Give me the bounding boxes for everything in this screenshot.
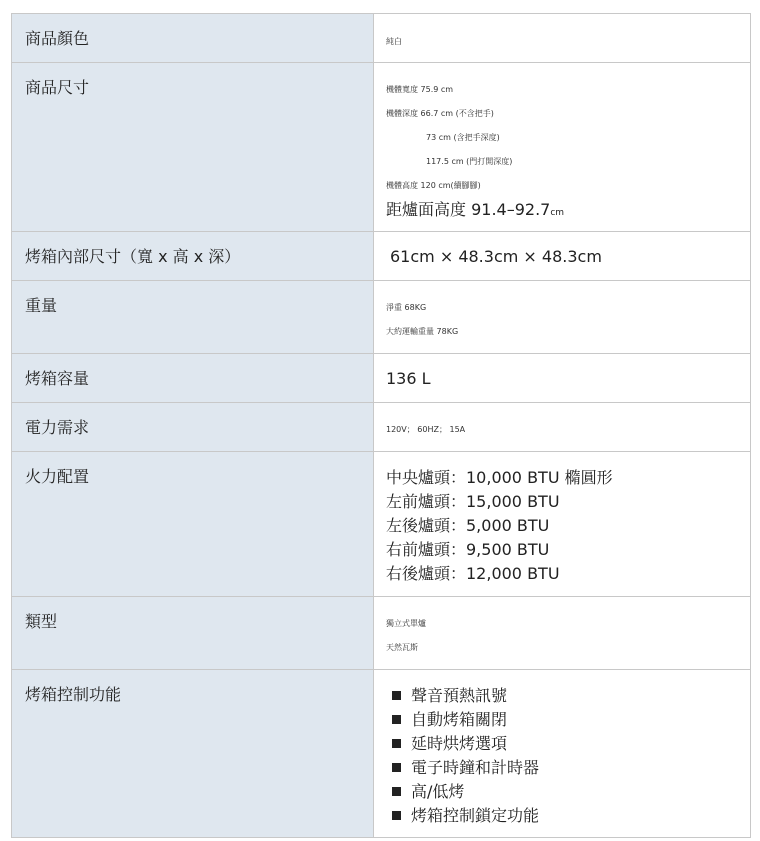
power-value: 120V； 60HZ； 15A: [386, 425, 466, 434]
size-depth-with-handle: 73 cm (含把手深度): [426, 133, 500, 142]
square-bullet-icon: [392, 787, 401, 796]
table-row: [12, 670, 751, 838]
table-row: [12, 597, 751, 670]
row-label-cell: [12, 597, 374, 670]
table-row: [12, 354, 751, 403]
burner-center: 中央爐頭：10,000 BTU 橢圓形: [386, 468, 613, 487]
row-label-cell: [12, 452, 374, 597]
type-gas: 天然瓦斯: [386, 643, 418, 652]
list-item: [386, 684, 750, 708]
capacity-value: 136 L: [386, 369, 431, 388]
row-label-cell: [12, 670, 374, 838]
row-label-cell: [12, 281, 374, 354]
spec-table: [11, 13, 751, 838]
row-value-cell: [374, 670, 751, 838]
color-value: 純白: [386, 37, 402, 46]
row-value-cell: [374, 14, 751, 63]
row-label: 重量: [25, 296, 58, 315]
list-item: [386, 732, 750, 756]
size-depth: 機體深度 66.7 cm (不含把手): [386, 109, 494, 118]
list-item-label: 延時烘烤選項: [411, 734, 508, 753]
row-value-cell: [374, 403, 751, 452]
table-row: [12, 14, 751, 63]
list-item-label: 自動烤箱關閉: [411, 710, 508, 729]
row-label: 商品尺寸: [25, 78, 90, 97]
square-bullet-icon: [392, 811, 401, 820]
row-label: 烤箱容量: [25, 369, 90, 388]
row-label-cell: [12, 403, 374, 452]
row-label: 類型: [25, 612, 58, 631]
list-item: [386, 708, 750, 732]
row-value-cell: [374, 232, 751, 281]
square-bullet-icon: [392, 763, 401, 772]
list-item: [386, 804, 750, 828]
square-bullet-icon: [392, 691, 401, 700]
row-label-cell: [12, 354, 374, 403]
burner-height-unit: cm: [550, 208, 565, 218]
table-row: [12, 63, 751, 232]
row-value-cell: [374, 354, 751, 403]
row-label: 烤箱控制功能: [25, 685, 122, 704]
list-item: [386, 780, 750, 804]
row-label: 烤箱內部尺寸（寬 x 高 x 深）: [25, 247, 241, 266]
square-bullet-icon: [392, 739, 401, 748]
net-weight: 淨重 68KG: [386, 303, 427, 312]
burner-right-rear: 右後爐頭：12,000 BTU: [386, 564, 560, 583]
size-depth-door-open: 117.5 cm (門打開深度): [426, 157, 513, 166]
row-label-cell: [12, 63, 374, 232]
row-label: 電力需求: [25, 418, 90, 437]
list-item: [386, 756, 750, 780]
list-item-label: 高/低烤: [411, 782, 465, 801]
size-width: 機體寬度 75.9 cm: [386, 85, 454, 94]
size-height: 機體高度 120 cm(續腳腳): [386, 181, 481, 190]
oven-interior-value: 61cm × 48.3cm × 48.3cm: [390, 247, 602, 266]
table-row: [12, 452, 751, 597]
row-value-cell: [374, 281, 751, 354]
shipping-weight: 大約運輸重量 78KG: [386, 327, 459, 336]
burner-height: [386, 198, 750, 225]
table-row: [12, 403, 751, 452]
burner-right-front: 右前爐頭：9,500 BTU: [386, 540, 550, 559]
row-value-cell: [374, 452, 751, 597]
burner-left-rear: 左後爐頭：5,000 BTU: [386, 516, 550, 535]
row-value-cell: [374, 597, 751, 670]
list-item-label: 電子時鐘和計時器: [411, 758, 540, 777]
row-value-cell: [374, 63, 751, 232]
row-label: 商品顏色: [25, 29, 90, 48]
type-freestanding: 獨立式單爐: [386, 619, 426, 628]
row-label-cell: [12, 232, 374, 281]
burner-left-front: 左前爐頭：15,000 BTU: [386, 492, 560, 511]
oven-controls-list: [386, 684, 750, 828]
square-bullet-icon: [392, 715, 401, 724]
table-row: [12, 281, 751, 354]
list-item-label: 烤箱控制鎖定功能: [411, 806, 540, 825]
table-row: [12, 232, 751, 281]
burner-height-value: 距爐面高度 91.4–92.7: [386, 200, 551, 219]
row-label-cell: [12, 14, 374, 63]
list-item-label: 聲音預熱訊號: [411, 686, 508, 705]
row-label: 火力配置: [25, 467, 90, 486]
